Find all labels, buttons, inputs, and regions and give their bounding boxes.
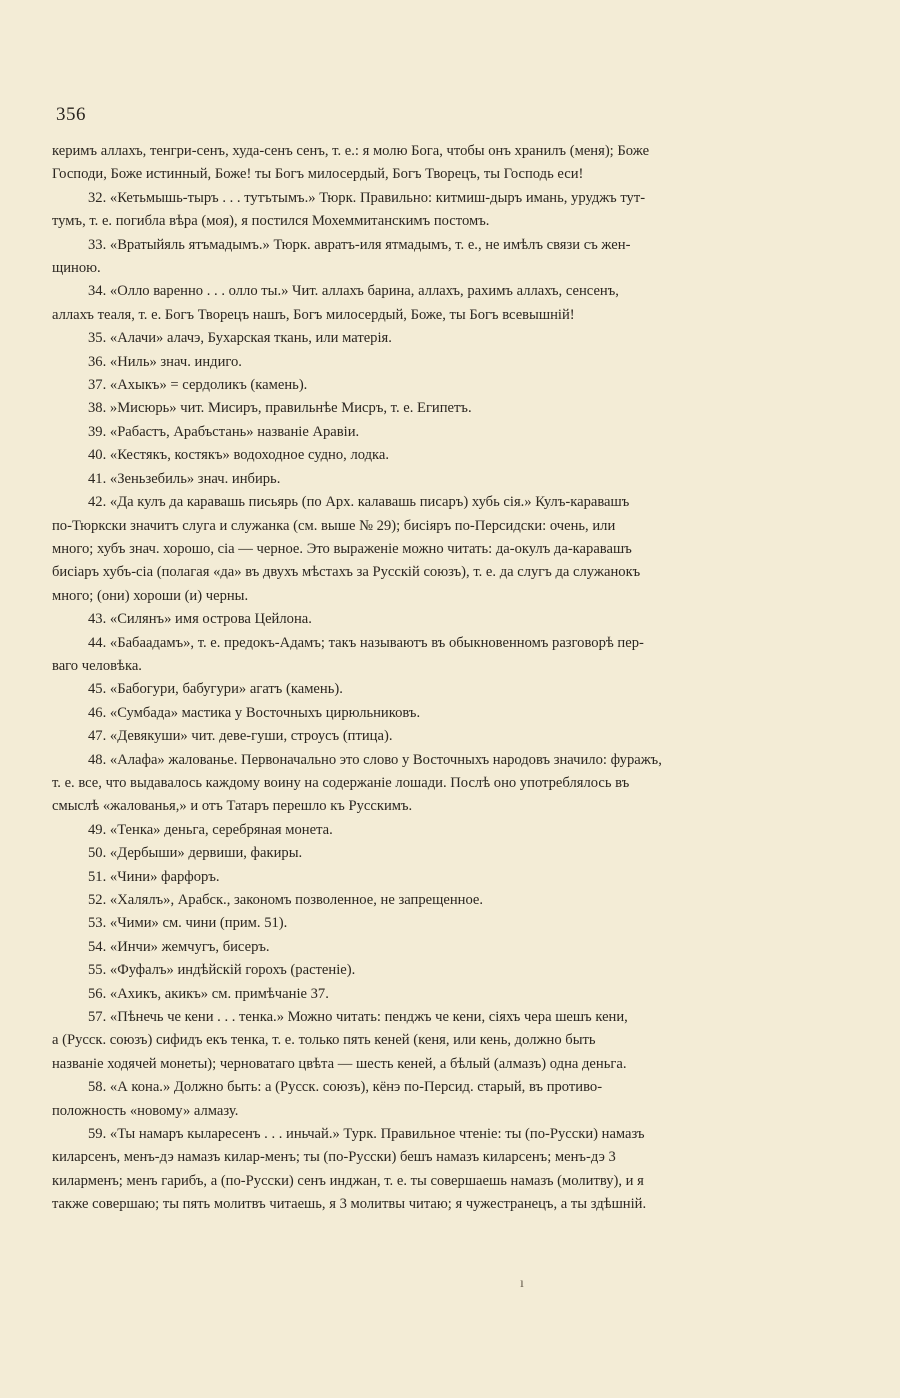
text-line: 37. «Ахыкъ» = сердоликъ (камень). bbox=[88, 377, 308, 394]
text-line: 51. «Чини» фарфоръ. bbox=[88, 868, 220, 885]
page-number: 356 bbox=[56, 104, 86, 125]
text-line: Господи, Боже истинный, Боже! ты Богъ милосердый, Богъ Творецъ, ты Господь еси! bbox=[52, 166, 584, 183]
text-line: названіе ходячей монеты); черноватаго цвѣта — шесть кеней, а бѣлый (алмазъ) одна деньга. bbox=[52, 1055, 627, 1072]
text-line: 55. «Фуфалъ» индѣйскій горохъ (растеніе). bbox=[88, 962, 356, 979]
text-line: 54. «Инчи» жемчугъ, бисеръ. bbox=[88, 938, 270, 955]
text-line: киларменъ; менъ гарибъ, а (по-Русски) сенъ инджан, т. е. ты совершаешь намазъ (молитву), и я bbox=[52, 1172, 644, 1189]
text-line: по-Тюркски значитъ слуга и служанка (см. выше № 29); бисіяръ по-Персидски: очень, или bbox=[52, 517, 616, 534]
text-line: а (Русск. союзъ) сифидъ екъ тенка, т. е. только пять кеней (кеня, или кень, должно быть bbox=[52, 1032, 596, 1049]
text-line: много; (они) хороши (и) черны. bbox=[52, 587, 249, 604]
text-line: 45. «Бабогури, бабугури» агатъ (камень). bbox=[88, 681, 343, 698]
text-line: 53. «Чими» см. чини (прим. 51). bbox=[88, 915, 288, 932]
text-line: много; хубъ знач. хорошо, сіа — черное. Это выраженіе можно читать: да-окулъ да-каравашъ bbox=[52, 540, 632, 557]
text-line: керимъ аллахъ, тенгри-сенъ, худа-сенъ сенъ, т. е.: я молю Бога, чтобы онъ хранилъ (меня); Боже bbox=[52, 143, 650, 159]
text-line: 41. «Зеньзебиль» знач. инбирь. bbox=[88, 470, 281, 487]
footnotes-body bbox=[52, 140, 880, 1217]
text-line: 33. «Вратыйяль ятъмадымъ.» Тюрк. авратъ-иля ятмадымъ, т. е., не имѣлъ связи съ жен- bbox=[88, 236, 631, 253]
text-line: бисіаръ хубъ-сіа (полагая «да» въ двухъ мѣстахъ за Русскій союзъ), т. е. да слугъ да служанокъ bbox=[52, 564, 641, 581]
text-line: смыслѣ «жалованья,» и отъ Татаръ перешло къ Русскимъ. bbox=[52, 798, 413, 815]
text-line: щиною. bbox=[52, 260, 101, 277]
text-line: 35. «Алачи» алачэ, Бухарская ткань, или матерія. bbox=[88, 330, 392, 347]
text-line: ваго человѣка. bbox=[52, 657, 142, 674]
text-line: 47. «Девякуши» чит. деве-гуши, строусъ (птица). bbox=[88, 728, 393, 745]
text-line: 34. «Олло варенно . . . олло ты.» Чит. аллахъ барина, аллахъ, рахимъ аллахъ, сенсенъ, bbox=[88, 283, 619, 300]
text-line: 32. «Кетьмышь-тыръ . . . тутътымъ.» Тюрк. Правильно: китмиш-дыръ имань, уруджъ тут- bbox=[88, 189, 646, 206]
text-line: 57. «Пѣнечь че кени . . . тенка.» Можно читать: пенджъ че кени, сіяхъ чера шешъ кени, bbox=[88, 1009, 628, 1026]
text-line: 49. «Тенка» деньга, серебряная монета. bbox=[88, 821, 333, 838]
text-line: 52. «Халялъ», Арабск., закономъ позволенное, не запрещенное. bbox=[88, 892, 484, 908]
text-line: киларсенъ, менъ-дэ намазъ килар-менъ; ты (по-Русски) бешъ намазъ киларсенъ; менъ-дэ 3 bbox=[52, 1149, 616, 1166]
text-line: 50. «Дербыши» дервиши, факиры. bbox=[88, 845, 303, 862]
text-line: аллахъ теаля, т. е. Богъ Творецъ нашъ, Богъ милосердый, Боже, ты Богъ всевышній! bbox=[52, 306, 575, 323]
text-line: положность «новому» алмазу. bbox=[52, 1102, 239, 1119]
text-line: 46. «Сумбада» мастика у Восточныхъ цирюльниковъ. bbox=[88, 704, 421, 721]
text-line: также совершаю; ты пять молитвъ читаешь, я 3 молитвы читаю; я чужестранецъ, а ты здѣшній. bbox=[52, 1196, 647, 1213]
stray-mark: ı bbox=[520, 1276, 524, 1291]
text-line: 59. «Ты намаръ кыларесенъ . . . иньчай.» Турк. Правильное чтеніе: ты (по-Русски) намазъ bbox=[88, 1126, 645, 1143]
text-line: 42. «Да кулъ да каравашь письярь (по Арх. калавашь писаръ) хубь сія.» Кулъ-каравашъ bbox=[88, 494, 630, 511]
text-line: 56. «Ахикъ, акикъ» см. примѣчаніе 37. bbox=[88, 985, 329, 1002]
text-line: 58. «А кона.» Должно быть: а (Русск. союзъ), кёнэ по-Персид. старый, въ противо- bbox=[88, 1079, 603, 1096]
text-line: 43. «Силянъ» имя острова Цейлона. bbox=[88, 611, 312, 628]
text-line: 44. «Бабаадамъ», т. е. предокъ-Адамъ; такъ называютъ въ обыкновенномъ разговорѣ пер- bbox=[88, 634, 644, 651]
text-line: 38. »Мисюрь» чит. Мисиръ, правильнѣе Мисръ, т. е. Египетъ. bbox=[88, 400, 472, 417]
text-line: тумъ, т. е. погибла вѣра (моя), я постился Мохеммитанскимъ постомъ. bbox=[52, 213, 490, 230]
text-line: 39. «Рабастъ, Арабъстань» названіе Аравіи. bbox=[88, 423, 360, 440]
text-line: т. е. все, что выдавалось каждому воину на содержаніе лошади. Послѣ оно употреблялось въ bbox=[52, 774, 630, 791]
text-line: 40. «Кестякъ, костякъ» водоходное судно, лодка. bbox=[88, 447, 390, 464]
text-line: 36. «Ниль» знач. индиго. bbox=[88, 353, 242, 370]
text-line: 48. «Алафа» жалованье. Первоначально это слово у Восточныхъ народовъ значило: фуражъ, bbox=[88, 751, 662, 768]
